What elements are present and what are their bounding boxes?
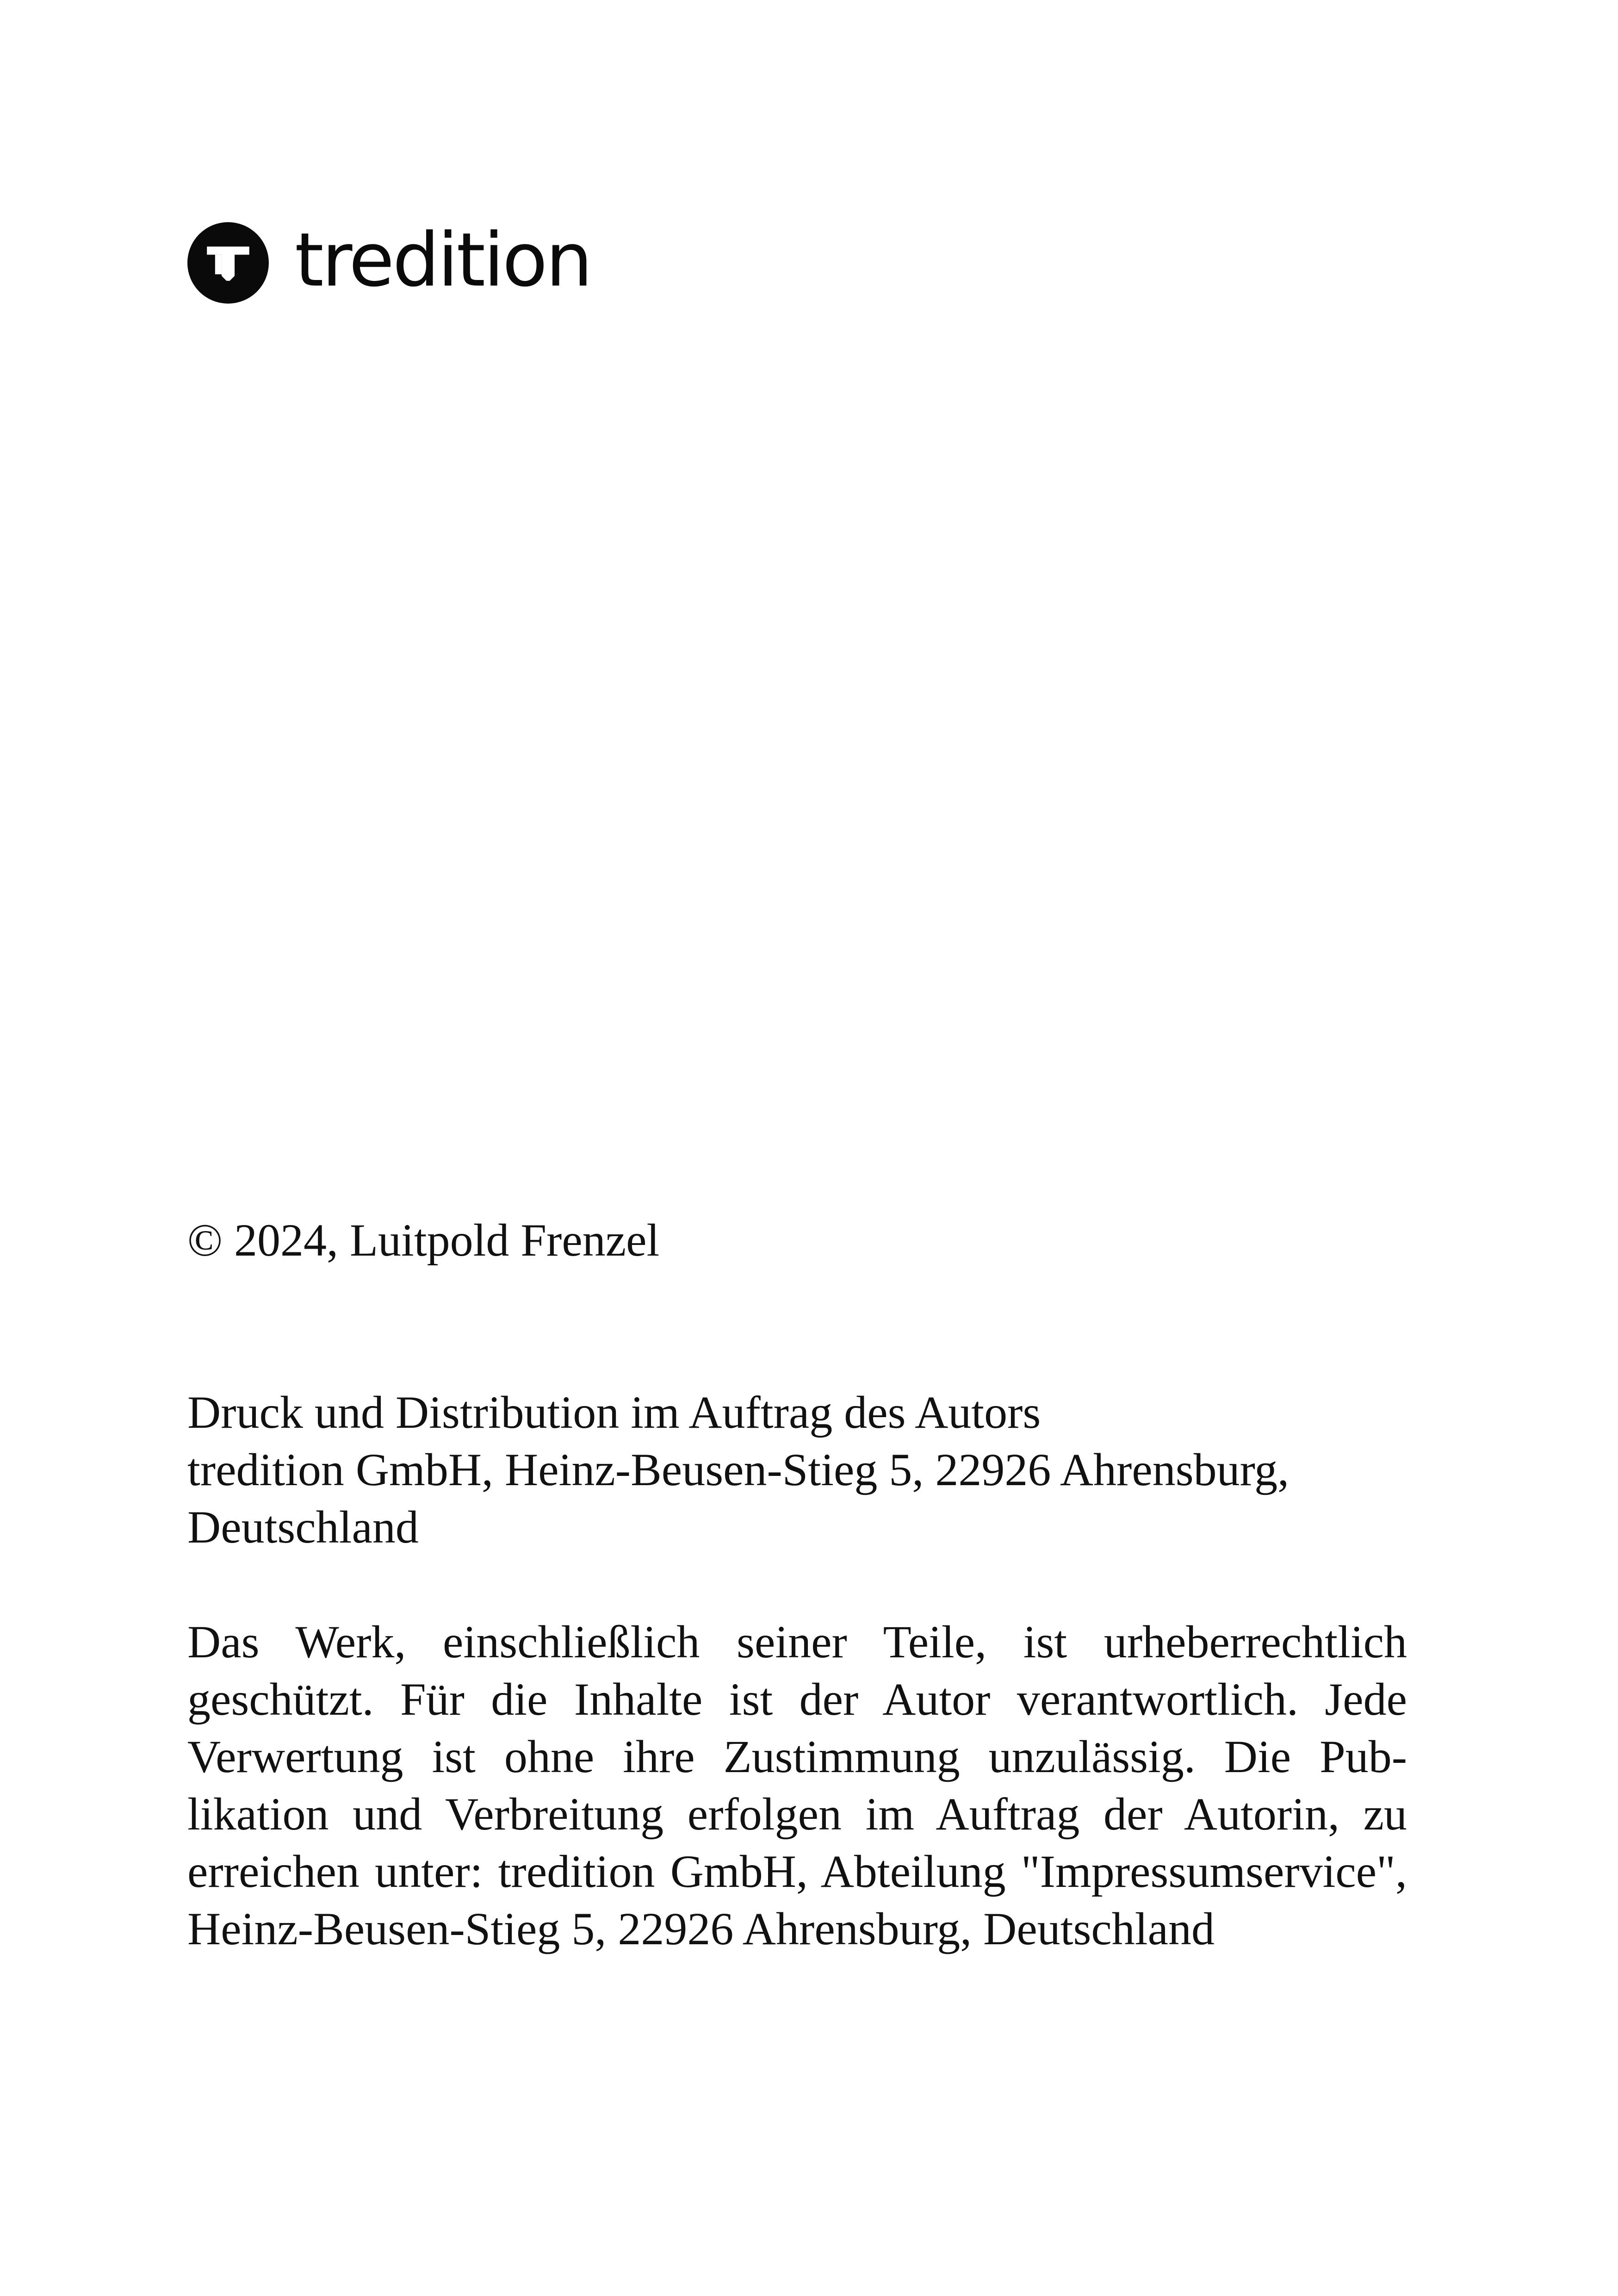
print-info-line-2: tredition GmbH, Heinz-Beusen-Stieg 5, 22926 Ahrensburg, — [187, 1444, 1289, 1495]
publisher-logo — [187, 217, 591, 305]
print-info-line-3: Deutschland — [187, 1501, 419, 1553]
copyright-notice: © 2024, Luitpold Frenzel — [187, 1214, 660, 1266]
print-info-line-1: Druck und Distribution im Auftrag des Autors — [187, 1387, 1041, 1438]
publisher-name: tredition — [295, 217, 591, 303]
legal-notice: Das Werk, einschließlich seiner Teile, ist urheberrechtlich geschützt. Für die Inhalte ist der Autor verantwortlich. Jede Verwertung ist ohne ihre Zustimmung unzulässig. Die Publikation und Verbreitung erfolgen im Auftrag der Autorin, zu erreichen unter: tredition GmbH, Abteilung "Impressumservice", Heinz-Beusen-Stieg 5, 22926 Ahrensburg, Deutschland — [187, 1616, 1407, 1954]
tredition-logo-icon — [187, 222, 269, 304]
print-distribution-info — [187, 1384, 1407, 1556]
